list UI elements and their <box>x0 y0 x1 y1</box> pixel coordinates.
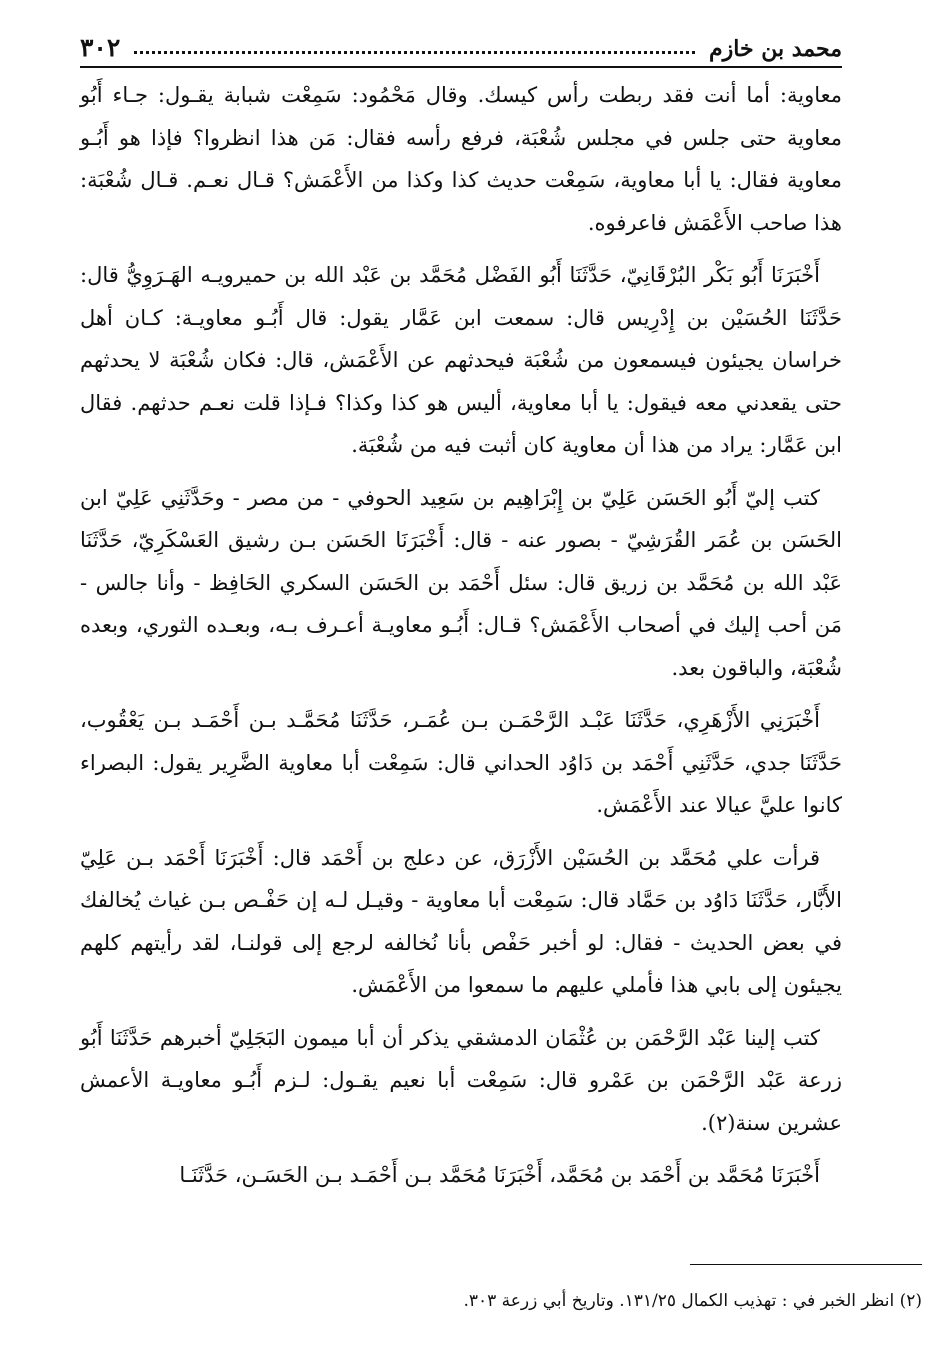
paragraph-4: أَخْبَرَنِي الأَزْهَرِي، حَدَّثَنَا عَبْـد الرَّحْمَـن بـن عُمَـر، حَدَّثَنَا مُحَمَّـد بـن أَحْمَـد بـن يَعْقُوب، حَدَّثَنَا جدي، حَدَّثَنِي أَحْمَد بن دَاوُد الحداني قال: سَمِعْت أبا معاوية الضَّرِير يقول: البصراء كانوا عليَّ عيالا عند الأَعْمَش. <box>80 708 842 817</box>
paragraph-1: معاوية: أما أنت فقد ربطت رأس كيسك. وقال مَحْمُود: سَمِعْت شبابة يقـول: جـاء أَبُو معاوية حتى جلس في مجلس شُعْبَة، فرفع رأسه فقال: مَن هذا انظروا؟ فإذا هو أَبُـو معاوية فقال: يا أبا معاوية، سَمِعْت حديث كذا وكذا من الأَعْمَش؟ قـال نعـم. قـال شُعْبَة: هذا صاحب الأَعْمَش فاعرفوه. <box>80 83 842 235</box>
header-title: محمد بن خازم <box>709 36 842 62</box>
paragraph-3: كتب إليّ أَبُو الحَسَن عَلِيّ بن إِبْرَاهِيم بن سَعِيد الحوفي - من مصر - وحَدَّثَنِي عَلِيّ ابن الحَسَن بن عُمَر القُرَشِيّ - بصور عنه - قال: أَخْبَرَنَا الحَسَن بـن رشيق العَسْكَرِيّ، حَدَّثَنَا عَبْد الله بن مُحَمَّد بن زريق قال: سئل أَحْمَد بن الحَسَن السكري الحَافِظ - وأنا جالس - مَن أحب إليك في أصحاب الأَعْمَش؟ قـال: أَبُـو معاويـة أعـرف بـه، وبعـده الثوري، وبعده شُعْبَة، والباقون بعد. <box>80 485 842 680</box>
paragraph-6: كتب إلينا عَبْد الرَّحْمَن بن عُثْمَان الدمشقي يذكر أن أبا ميمون البَجَلِيّ أخبرهم حَدَّثَنَا أَبُو زرعة عَبْد الرَّحْمَن بن عَمْرو قال: سَمِعْت أبا نعيم يقـول: لـزم أَبُـو معاويـة الأعمش عشرين سنة(٢). <box>80 1025 842 1135</box>
paragraph-5: قرأت علي مُحَمَّد بن الحُسَيْن الأَزْرَق، عن دعلج بن أَحْمَد قال: أَخْبَرَنَا أَحْمَد بـن عَلِيّ الأَبَّار، حَدَّثَنَا دَاوُد بن حَمَّاد قال: سَمِعْت أبا معاوية - وقيـل لـه إن حَفْـص بـن غياث يُخالفك في بعض الحديث - فقال: لو أخبر حَفْص بأنا نُخالفه لرجع إلى قولنـا، لقد رأيتهم كلهم يجيئون إلى بابي هذا فأملي عليهم ما سمعوا من الأَعْمَش. <box>80 845 842 997</box>
footnote-separator <box>690 1264 922 1265</box>
book-page <box>80 28 842 1207</box>
header-dot-leader <box>134 51 695 54</box>
page-number: ٣٠٢ <box>80 33 121 62</box>
running-header <box>80 28 842 68</box>
paragraph-2: أَخْبَرَنَا أَبُو بَكْر البُرْقَانِيّ، حَدَّثَنَا أَبُو الفَضْل مُحَمَّد بن عَبْد الله بن حميرويـه الهَـرَوِيُّ قال: حَدَّثَنَا الحُسَيْن بن إِدْرِيس قال: سمعت ابن عَمَّار يقول: قال أَبُـو معاويـة: كـان أهل خراسان يجيئون فيسمعون من شُعْبَة فيحدثهم عن الأَعْمَش، قال: فكان شُعْبَة لا يحدثهم حتى يقعدني معه فيقول: يا أبا معاوية، أليس هو كذا وكذا؟ فـإذا قلت نعـم حدثهم. فقال ابن عَمَّار: يراد من هذا أن معاوية كان أثبت فيه من شُعْبَة. <box>80 263 842 457</box>
footnote: (٢) انظر الخبر في : تهذيب الكمال ١٣١/٢٥. وتاريخ أبي زرعة ٣٠٣. <box>463 1291 922 1311</box>
paragraph-7: أَخْبَرَنَا مُحَمَّد بن أَحْمَد بن مُحَمَّد، أَخْبَرَنَا مُحَمَّد بـن أَحْمَـد بـن الحَسَـن، حَدَّثَنَـا <box>179 1163 820 1187</box>
page-body <box>80 74 842 1197</box>
